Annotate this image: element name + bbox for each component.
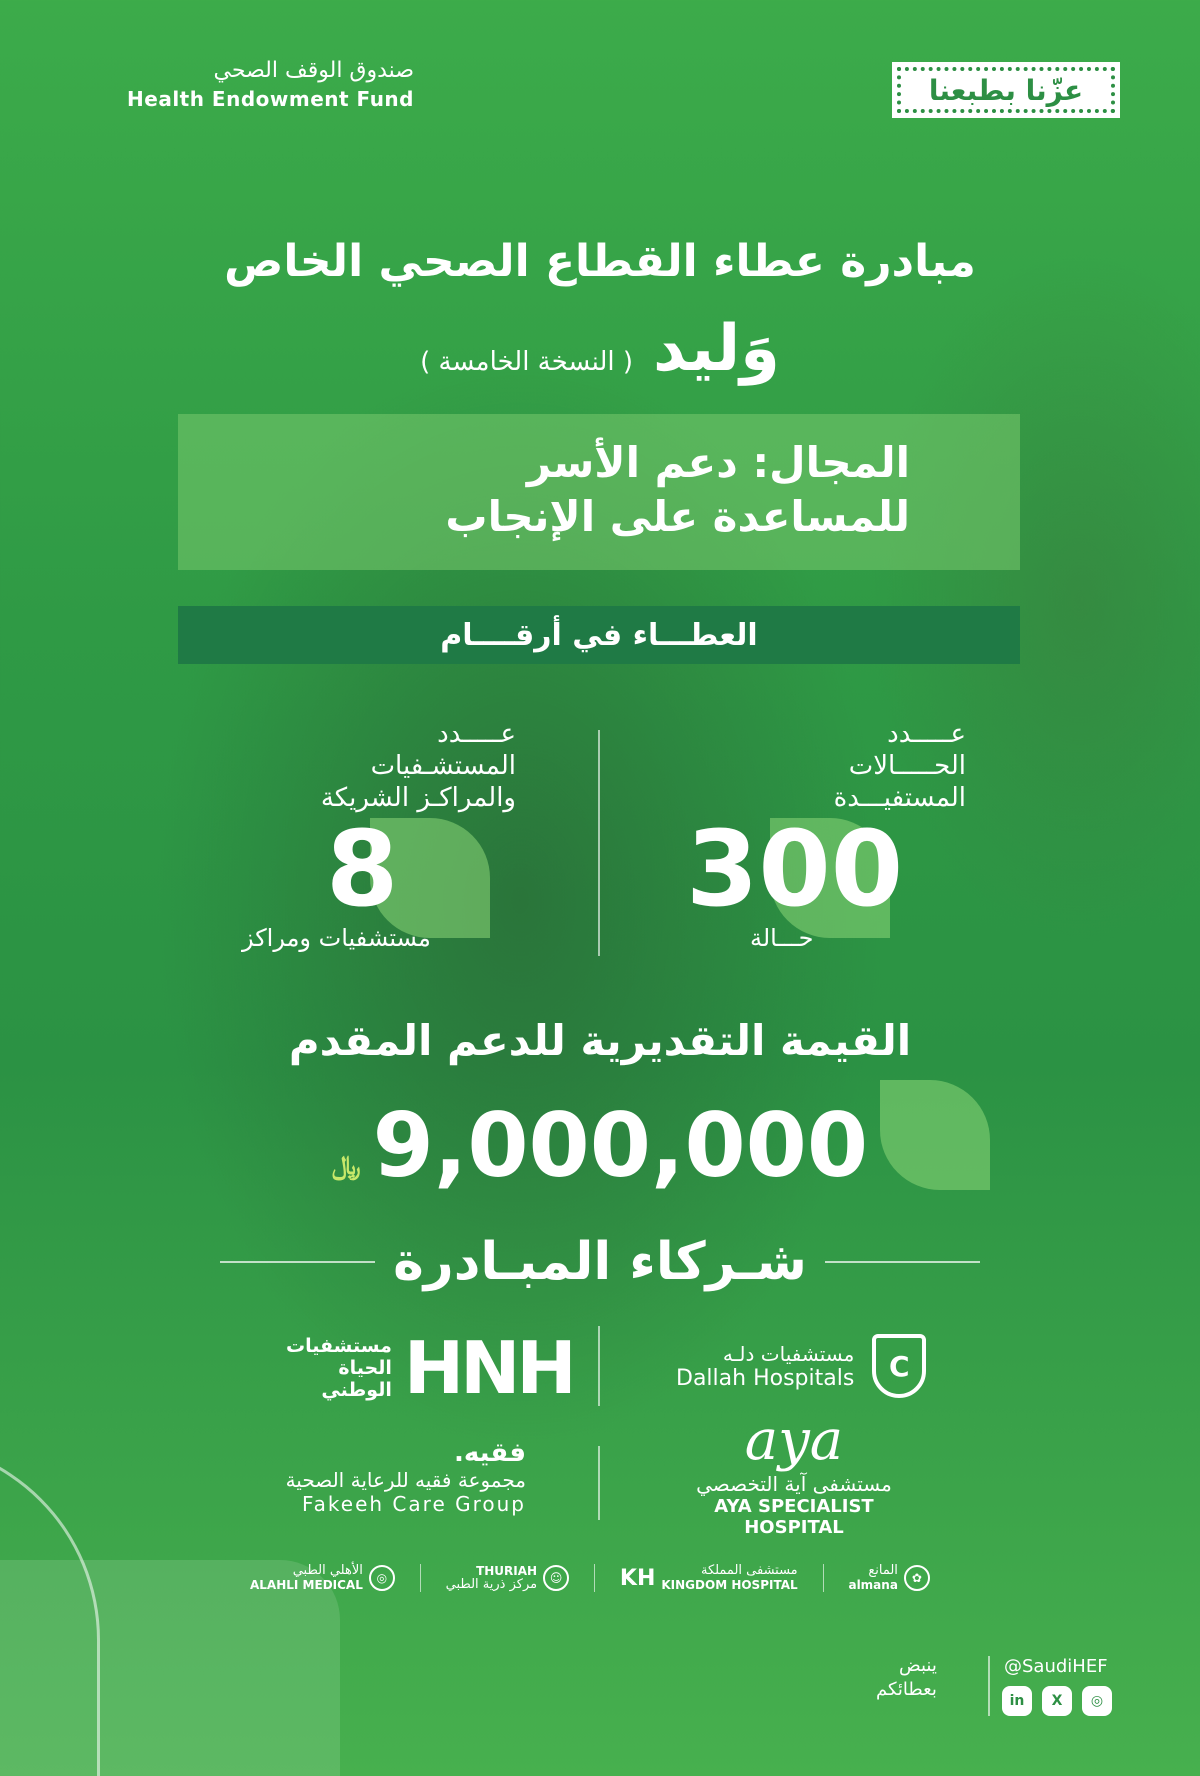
footer-tagline — [876, 1654, 937, 1702]
dallah-name-ar: مستشفيات دلـه — [722, 1341, 855, 1366]
thuriah-name-ar: مركز ذرية الطبي — [445, 1577, 538, 1592]
alahli-name-en: ALAHLI MEDICAL — [250, 1578, 363, 1592]
partners-heading-row — [220, 1232, 980, 1292]
stats-divider — [598, 730, 600, 956]
hnh-name — [286, 1335, 392, 1401]
fakeeh-logo — [266, 1438, 526, 1516]
hnh-name-line: الحياة — [338, 1357, 392, 1379]
kingdom-hospital-mark: KH — [619, 1565, 656, 1591]
social-icons — [1002, 1686, 1112, 1716]
hnh-logo — [286, 1326, 573, 1410]
almana-text — [848, 1564, 897, 1592]
initiative-title: مبادرة عطاء القطاع الصحي الخاص — [224, 236, 976, 287]
stat-hospitals — [230, 718, 516, 952]
dallah-name-en: Dallah Hospitals — [676, 1365, 855, 1391]
stat-hospitals-label: والمراكـز الشريكة — [320, 783, 516, 813]
amount-row — [200, 1094, 1000, 1197]
giving-in-numbers-heading: العطـــاء في أرقــــام — [178, 606, 1020, 664]
stat-cases-label: المستفيـــدة — [833, 783, 966, 813]
estimated-value-label: القيمة التقديرية للدعم المقدم — [288, 1016, 912, 1065]
hnh-name-line: مستشفيات — [286, 1335, 392, 1357]
stat-cases-value: 300 — [686, 808, 904, 930]
instagram-icon[interactable]: ◎ — [1082, 1686, 1112, 1716]
thuriah-emblem-icon: ☺ — [543, 1565, 569, 1591]
field-line-2: للمساعدة على الإنجاب — [445, 492, 910, 541]
field-box — [178, 414, 1020, 570]
stat-cases — [640, 718, 966, 952]
kingdom-text — [661, 1564, 797, 1592]
fakeeh-name-en: Fakeeh Care Group — [302, 1492, 526, 1516]
stat-hospitals-label: عـــــدد — [437, 719, 516, 749]
partners-divider — [598, 1446, 600, 1520]
edition-label: ( النسخة الخامسة ) — [420, 347, 633, 377]
x-icon[interactable]: X — [1042, 1686, 1072, 1716]
alahli-emblem-icon: ◎ — [369, 1565, 395, 1591]
thuriah-text — [446, 1564, 537, 1592]
initiative-name: وَليد — [653, 312, 780, 386]
proud-by-nature-badge: عزّنا بطبعنا — [892, 62, 1120, 118]
hnh-mark: HNH — [403, 1326, 573, 1410]
kingdom-hospital-logo — [620, 1564, 798, 1592]
almana-logo — [848, 1564, 929, 1592]
stat-cases-label: عـــــدد — [887, 719, 966, 749]
linkedin-icon[interactable]: in — [1002, 1686, 1032, 1716]
health-endowment-fund-logo — [74, 58, 414, 111]
aya-name-en: AYA SPECIALIST HOSPITAL — [714, 1496, 874, 1538]
riyal-icon: ﷼ — [331, 1151, 361, 1181]
alahli-medical-logo — [250, 1564, 395, 1592]
tagline-line: بعطائكم — [876, 1679, 937, 1700]
logo-separator — [420, 1564, 421, 1592]
thuriah-name-en: THURIAH — [476, 1564, 538, 1578]
aya-logo — [674, 1410, 914, 1538]
stat-hospitals-value: 8 — [326, 808, 399, 930]
aya-script-mark: aya — [744, 1408, 844, 1473]
fakeeh-mark: فقيه. — [454, 1438, 526, 1468]
almana-name-ar: المانع — [868, 1563, 898, 1578]
heading-line — [825, 1261, 980, 1263]
heading-line — [220, 1261, 375, 1263]
alahli-name-ar: الأهلي الطبي — [292, 1563, 363, 1578]
alahli-text — [250, 1564, 363, 1592]
logo-separator — [594, 1564, 595, 1592]
partners-title: شـركاء المبـادرة — [393, 1232, 807, 1292]
fund-name-ar: صندوق الوقف الصحي — [213, 58, 414, 83]
field-line-1: المجال: دعم الأسر — [526, 438, 910, 487]
decorative-curve — [0, 1440, 100, 1776]
initiative-name-row — [100, 312, 1100, 386]
kingdom-name-ar: مستشفى المملكة — [700, 1563, 798, 1578]
small-partner-logos — [250, 1564, 930, 1592]
dallah-text — [676, 1342, 854, 1391]
kingdom-name-en: KINGDOM HOSPITAL — [661, 1578, 798, 1592]
tagline-line: ينبض — [898, 1655, 937, 1676]
partners-divider — [598, 1326, 600, 1406]
social-handle[interactable]: @SaudiHEF — [1004, 1656, 1108, 1677]
estimated-amount: 9,000,000 — [372, 1094, 869, 1197]
stat-hospitals-label: المستشـفيات — [370, 751, 516, 781]
almana-flower-icon: ✿ — [904, 1565, 930, 1591]
fund-name-en: Health Endowment Fund — [127, 87, 414, 111]
stat-cases-unit: حـــالة — [750, 924, 814, 952]
logo-separator — [823, 1564, 824, 1592]
almana-name-en: almana — [848, 1578, 898, 1592]
stat-hospitals-unit: مستشفيات ومراكز — [242, 924, 431, 952]
stat-cases-label: الحـــــالات — [848, 751, 966, 781]
aya-name-ar: مستشفى آية التخصصي — [696, 1472, 892, 1496]
dallah-logo — [676, 1334, 926, 1398]
hnh-name-line: الوطني — [321, 1379, 392, 1401]
dallah-shield-icon: C — [872, 1334, 926, 1398]
thuriah-logo — [446, 1564, 569, 1592]
fakeeh-name-ar: مجموعة فقيه للرعاية الصحية — [285, 1468, 526, 1492]
footer-divider — [988, 1656, 990, 1716]
